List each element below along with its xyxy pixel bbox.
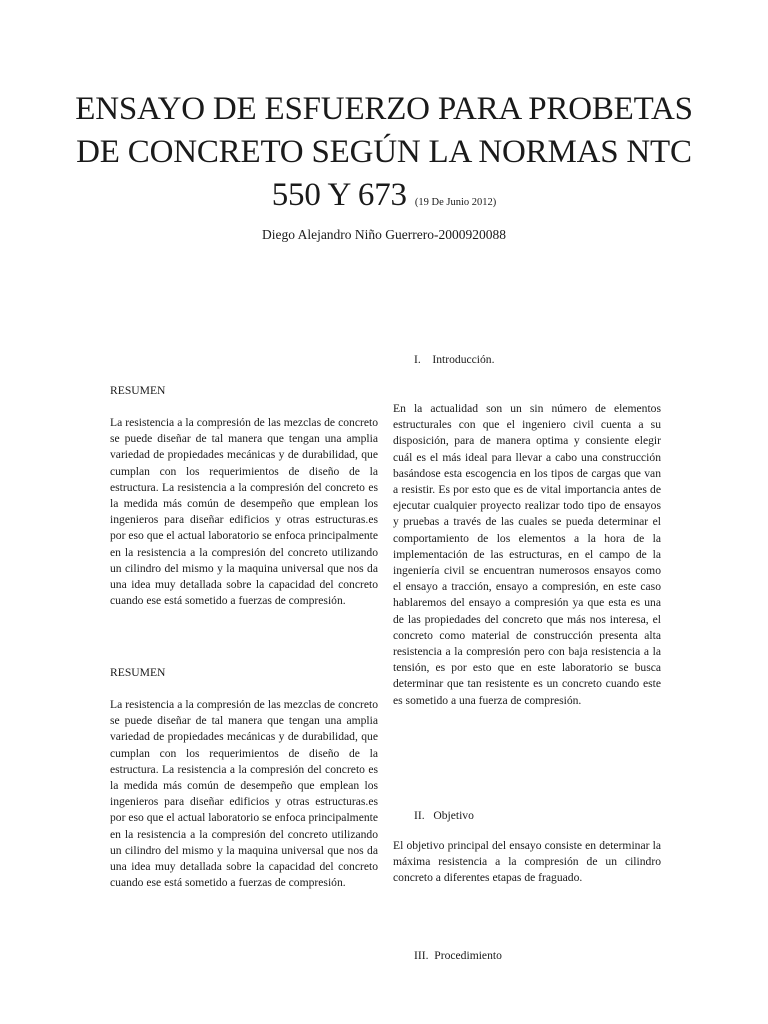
section-heading-introduccion — [414, 353, 495, 366]
section-number: I. — [414, 353, 421, 366]
section-title: Introducción. — [432, 353, 495, 366]
abstract-text-repeat — [110, 697, 378, 891]
paper-date: (19 De Junio 2012) — [414, 197, 497, 208]
section-number: II. — [414, 809, 425, 822]
section-number: III. — [414, 949, 429, 962]
abstract-paragraph: La resistencia a la compresión de las mezclas de concreto se puede diseñar de tal manera que tengan una amplia variedad de propiedades mecánicas y de durabilidad, que cumplan con los requerimientos de diseño de la estructura. La resistencia a la compresión del concreto es la medida más común de desempeño que emplean los ingenieros para diseñar edificios y otras estructuras.es por eso que el actual laboratorio se enfoca principalmente en la resistencia a la compresión del concreto utilizando un cilindro del mismo y la maquina universal que nos da una idea muy detallada sobre la capacidad del concreto cuando ese está sometido a fuerzas de compresión. — [110, 416, 378, 608]
abstract-paragraph-repeat: La resistencia a la compresión de las mezclas de concreto se puede diseñar de tal manera que tengan una amplia variedad de propiedades mecánicas y de durabilidad, que cumplan con los requerimientos de diseño de la estructura. La resistencia a la compresión del concreto es la medida más común de desempeño que emplean los ingenieros para diseñar edificios y otras estructuras.es por eso que el actual laboratorio se enfoca principalmente en la resistencia a la compresión del concreto utilizando un cilindro del mismo y la maquina universal que nos da una idea muy detallada sobre la capacidad del concreto cuando ese está sometido a fuerzas de compresión. — [110, 698, 378, 890]
section-heading-objetivo — [414, 809, 474, 822]
section-heading-procedimiento — [414, 949, 502, 962]
section-title: Procedimiento — [434, 949, 502, 962]
objetivo-text — [393, 838, 661, 887]
objetivo-paragraph: El objetivo principal del ensayo consiste en determinar la máxima resistencia a la compresión de un cilindro concreto a diferentes etapas de fraguado. — [393, 839, 661, 885]
section-title: Objetivo — [433, 809, 474, 822]
paper-author: Diego Alejandro Niño Guerrero-2000920088 — [261, 227, 507, 242]
abstract-text — [110, 415, 378, 609]
abstract-heading-repeat: RESUMEN — [110, 666, 166, 679]
introduccion-paragraph: En la actualidad son un sin número de elementos estructurales con que el ingeniero civil cuenta a su disposición, para de manera optima y consiente elegir cuál es el más ideal para llevar a cabo una construcción basándose esta escogencia en los tipos de cargas que van a resistir. Es por esto que es de vital importancia antes de ejecutar cualquier proyecto realizar todo tipo de ensayos y pruebas a través de las cuales se pueda determinar el comportamiento de los elementos a la hora de la implementación de las estructuras, en el campo de la ingeniería civil se encuentran numerosos ensayos como el ensayo a tracción, ensayo a compresión, en este caso hablaremos del ensayo a compresión ya que esta es una de las propiedades del concreto que más nos interesa, el concreto como material de construcción presenta alta resistencia a la compresión pero con baja resistencia a la tensión, es por esto que en este laboratorio se busca determinar que tan resistente es un concreto cuando este es sometido a una fuerza de compresión. — [393, 402, 661, 707]
abstract-heading: RESUMEN — [110, 384, 166, 397]
paper-title — [60, 88, 708, 224]
paper-title-main: ENSAYO DE ESFUERZO PARA PROBETAS DE CONCRETO SEGÚN LA NORMAS NTC 550 Y 673 — [75, 91, 693, 213]
introduccion-text — [393, 401, 661, 709]
